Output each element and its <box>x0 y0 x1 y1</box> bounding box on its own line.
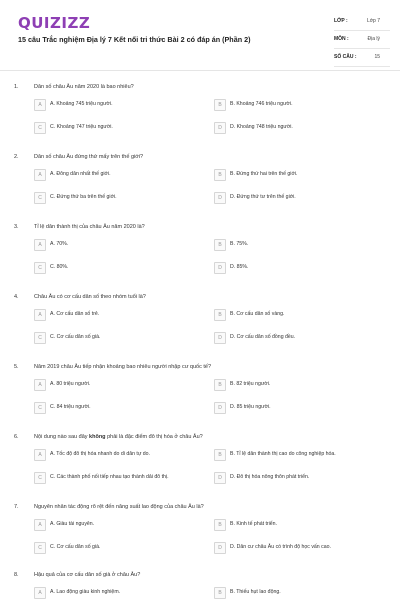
option-text: A. Đông dân nhất thế giới. <box>50 171 111 177</box>
option-letter: D <box>214 332 226 344</box>
quizizz-logo: QUIZIZZ <box>18 14 91 32</box>
option-letter: C <box>34 192 46 204</box>
option-letter: B <box>214 239 226 251</box>
meta-subject <box>334 34 390 49</box>
option-letter: B <box>214 519 226 531</box>
option-letter: D <box>214 192 226 204</box>
option-text: B. Kinh tế phát triển. <box>230 521 278 527</box>
question-7 <box>0 498 400 558</box>
meta-label: MÔN : <box>334 36 349 42</box>
option-text: B. 82 triệu người. <box>230 381 271 387</box>
option-letter: C <box>34 332 46 344</box>
option-letter: A <box>34 379 46 391</box>
option-letter: A <box>34 309 46 321</box>
option-text: B. Thiếu hụt lao động. <box>230 589 281 595</box>
option-letter: B <box>214 99 226 111</box>
question-number: 4. <box>14 294 19 300</box>
question-number: 8. <box>14 572 19 578</box>
question-number: 6. <box>14 434 19 440</box>
option-text: A. 80 triệu người. <box>50 381 91 387</box>
question-text: Tỉ lệ dân thành thị của châu Âu năm 2020 là? <box>34 224 145 230</box>
option-text: A. 70%. <box>50 241 69 247</box>
question-text: Hậu quả của cơ cấu dân số già ở châu Âu? <box>34 572 141 578</box>
option-letter: B <box>214 449 226 461</box>
meta-count <box>334 52 390 67</box>
question-text-pre: Nội dung nào sau đây <box>34 434 90 440</box>
option-letter: A <box>34 99 46 111</box>
meta-label: LỚP : <box>334 18 348 24</box>
option-text: D. 85 triệu người. <box>230 404 271 410</box>
question-text-post: phải là đặc điểm đô thị hóa ở châu Âu? <box>105 434 203 440</box>
option-letter: D <box>214 472 226 484</box>
option-text: D. 85%. <box>230 264 249 270</box>
option-text: D. Dân cư châu Âu có trình độ học vấn cao. <box>230 544 331 550</box>
question-3 <box>0 218 400 278</box>
option-text: C. 84 triệu người. <box>50 404 91 410</box>
meta-panel <box>334 16 390 70</box>
option-text: C. Khoảng 747 triệu người. <box>50 124 113 130</box>
page-header <box>0 0 400 68</box>
question-number: 7. <box>14 504 19 510</box>
option-letter: D <box>214 122 226 134</box>
question-text: Châu Âu có cơ cấu dân số theo nhóm tuổi là? <box>34 294 146 300</box>
option-text: A. Tốc độ đô thị hóa nhanh do di dân tự do. <box>50 451 150 457</box>
question-text: Năm 2019 châu Âu tiếp nhận khoảng bao nhiêu người nhập cư quốc tế? <box>34 364 212 370</box>
option-letter: A <box>34 239 46 251</box>
option-text: D. Đô thị hóa nông thôn phát triển. <box>230 474 310 480</box>
question-2 <box>0 148 400 208</box>
option-letter: A <box>34 587 46 599</box>
question-number: 1. <box>14 84 19 90</box>
option-letter: B <box>214 169 226 181</box>
option-text: B. Khoảng 746 triệu người. <box>230 101 293 107</box>
option-text: D. Cơ cấu dân số đồng đều. <box>230 334 296 340</box>
option-text: D. Khoảng 748 triệu người. <box>230 124 293 130</box>
page-title: 15 câu Trắc nghiệm Địa lý 7 Kết nối tri thức Bài 2 có đáp án (Phần 2) <box>18 35 251 44</box>
meta-label: SỐ CÂU : <box>334 54 357 60</box>
header-divider <box>0 70 400 71</box>
option-letter: D <box>214 262 226 274</box>
question-number: 2. <box>14 154 19 160</box>
question-5 <box>0 358 400 418</box>
question-6 <box>0 428 400 488</box>
option-text: C. Cơ cấu dân số già. <box>50 334 101 340</box>
option-letter: C <box>34 122 46 134</box>
meta-grade <box>334 16 390 31</box>
option-text: C. Cơ cấu dân số già. <box>50 544 101 550</box>
question-1 <box>0 78 400 138</box>
option-text: B. Đứng thứ hai trên thế giới. <box>230 171 298 177</box>
option-letter: A <box>34 519 46 531</box>
question-8 <box>0 566 400 600</box>
option-letter: B <box>214 379 226 391</box>
question-text <box>34 434 203 440</box>
option-letter: B <box>214 587 226 599</box>
option-letter: B <box>214 309 226 321</box>
option-letter: D <box>214 402 226 414</box>
option-text: A. Cơ cấu dân số trẻ. <box>50 311 100 317</box>
option-text: C. 80%. <box>50 264 69 270</box>
question-text: Dân số châu Âu đứng thứ mấy trên thế giới? <box>34 154 144 160</box>
option-letter: D <box>214 542 226 554</box>
question-text: Dân số châu Âu năm 2020 là bao nhiêu? <box>34 84 134 90</box>
meta-value: Địa lý <box>367 36 380 42</box>
meta-value: 15 <box>374 54 380 60</box>
option-text: B. Tỉ lệ dân thành thị cao do công nghiệp hóa. <box>230 451 336 457</box>
option-letter: C <box>34 472 46 484</box>
option-letter: C <box>34 542 46 554</box>
question-number: 5. <box>14 364 19 370</box>
option-letter: A <box>34 449 46 461</box>
question-4 <box>0 288 400 348</box>
option-text: B. Cơ cấu dân số vàng. <box>230 311 285 317</box>
option-letter: A <box>34 169 46 181</box>
option-letter: C <box>34 402 46 414</box>
question-text: Nguyên nhân tác động rõ rệt đến năng suất lao động của châu Âu là? <box>34 504 204 510</box>
option-letter: C <box>34 262 46 274</box>
option-text: A. Lao động giàu kinh nghiệm. <box>50 589 121 595</box>
option-text: A. Giàu tài nguyên. <box>50 521 95 527</box>
option-text: C. Đứng thứ ba trên thế giới. <box>50 194 117 200</box>
option-text: D. Đứng thứ tư trên thế giới. <box>230 194 296 200</box>
question-text-emphasis: không <box>89 434 106 440</box>
meta-value: Lớp 7 <box>366 18 380 24</box>
question-number: 3. <box>14 224 19 230</box>
option-text: B. 75%. <box>230 241 249 247</box>
option-text: A. Khoảng 745 triệu người. <box>50 101 113 107</box>
option-text: C. Các thành phố nối tiếp nhau tạo thành dải đô thị. <box>50 474 169 480</box>
